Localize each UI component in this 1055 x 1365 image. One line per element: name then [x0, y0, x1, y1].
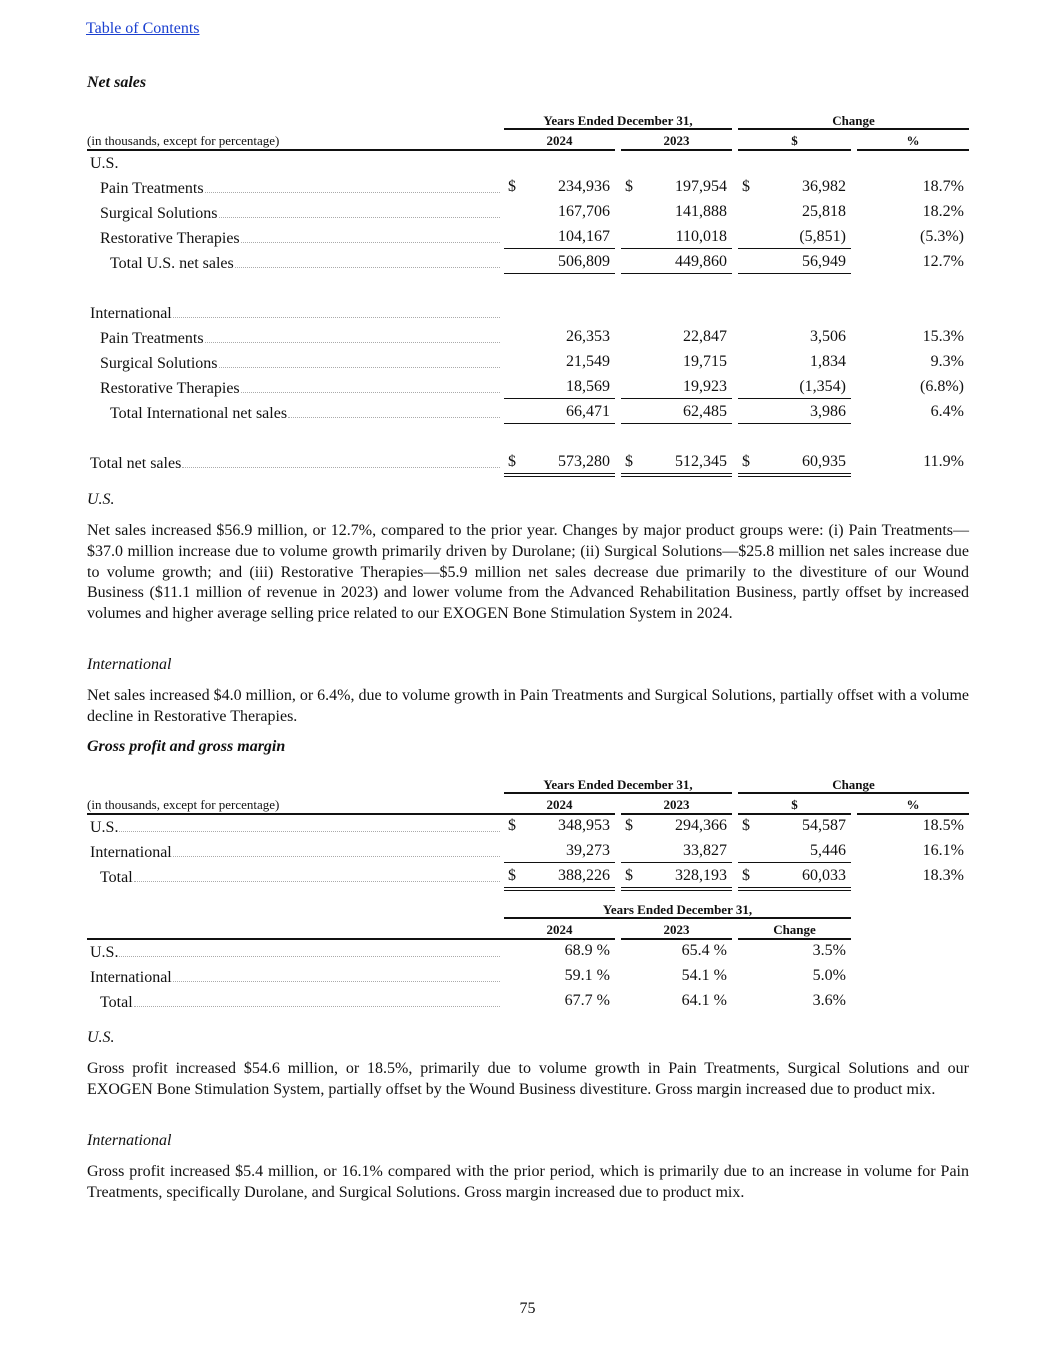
currency-symbol: $	[625, 867, 633, 884]
value-cell	[504, 353, 615, 375]
cell-value: 1,834	[810, 353, 846, 370]
dotted-leader	[134, 881, 500, 882]
value-cell	[621, 942, 732, 964]
cell-value: 9.3%	[930, 353, 964, 370]
row-label: Restorative Therapies	[100, 380, 240, 397]
row-label-cell	[90, 817, 500, 837]
currency-symbol: $	[508, 817, 516, 834]
row-label: Total	[100, 869, 133, 886]
row-label: International	[90, 844, 172, 861]
cell-value: 3.6%	[812, 992, 846, 1009]
cell-value: 104,167	[558, 228, 610, 245]
table-row	[0, 990, 1055, 1015]
row-label: Restorative Therapies	[100, 230, 240, 247]
units-label: (in thousands, except for percentage)	[87, 133, 280, 148]
currency-symbol: $	[742, 178, 750, 195]
gross-profit-heading: Gross profit and gross margin	[87, 738, 286, 755]
value-cell	[621, 178, 732, 200]
single-underline	[738, 248, 851, 249]
row-label: Surgical Solutions	[100, 205, 218, 222]
dotted-leader	[205, 192, 500, 193]
value-cell	[504, 228, 615, 250]
cell-value: 388,226	[558, 867, 610, 884]
currency-symbol: $	[508, 867, 516, 884]
cell-value: 62,485	[683, 403, 727, 420]
currency-symbol: $	[625, 453, 633, 470]
table-row	[0, 301, 1055, 326]
column-header: 2024	[546, 797, 573, 812]
cell-value: 348,953	[558, 817, 610, 834]
row-label-cell	[90, 303, 500, 323]
column-header: %	[906, 133, 920, 148]
value-cell	[738, 817, 851, 839]
row-label-cell	[90, 842, 500, 862]
table-row	[0, 426, 1055, 451]
row-label: Pain Treatments	[100, 180, 204, 197]
row-label-cell	[100, 203, 500, 223]
single-underline	[621, 398, 732, 399]
single-underline	[504, 248, 615, 249]
cell-value: 18.5%	[922, 817, 964, 834]
cell-value: 512,345	[675, 453, 727, 470]
cell-value: 64.1 %	[681, 992, 727, 1009]
dotted-leader	[241, 392, 500, 393]
dotted-leader	[134, 1006, 500, 1007]
dotted-leader	[241, 242, 500, 243]
column-header: 2023	[663, 797, 690, 812]
value-cell	[504, 378, 615, 400]
value-cell	[857, 203, 969, 225]
cell-value: 197,954	[675, 178, 727, 195]
cell-value: 22,847	[683, 328, 727, 345]
value-cell	[504, 817, 615, 839]
cell-value: (6.8%)	[920, 378, 964, 395]
row-label: U.S.	[90, 819, 119, 836]
net-sales-heading: Net sales	[87, 74, 147, 91]
table-row	[0, 815, 1055, 840]
group-header: Years Ended December 31,	[602, 902, 753, 917]
value-cell	[621, 203, 732, 225]
value-cell	[621, 992, 732, 1014]
net-sales-international-heading: International	[87, 656, 172, 673]
row-label-cell	[90, 942, 500, 962]
table-row	[0, 201, 1055, 226]
cell-value: 6.4%	[930, 403, 964, 420]
column-header: 2023	[663, 133, 690, 148]
dotted-leader	[173, 981, 500, 982]
cell-value: 19,715	[683, 353, 727, 370]
cell-value: 67.7 %	[564, 992, 610, 1009]
table-row	[0, 276, 1055, 301]
table-row	[0, 251, 1055, 276]
cell-value: 3,506	[810, 328, 846, 345]
table-row	[0, 840, 1055, 865]
column-header: 2023	[663, 922, 690, 937]
column-header: $	[791, 133, 798, 148]
table-row	[0, 326, 1055, 351]
double-underline	[504, 887, 615, 891]
single-underline	[621, 273, 732, 274]
value-cell	[504, 942, 615, 964]
cell-value: 3,986	[810, 403, 846, 420]
gross-profit-us-heading: U.S.	[87, 1029, 115, 1046]
value-cell	[504, 178, 615, 200]
value-cell	[857, 378, 969, 400]
cell-value: 54,587	[802, 817, 846, 834]
group-header: Change	[832, 777, 875, 792]
row-label-cell	[100, 178, 500, 198]
table-row	[0, 865, 1055, 890]
value-cell	[504, 203, 615, 225]
net-sales-us-heading: U.S.	[87, 491, 115, 508]
cell-value: 19,923	[683, 378, 727, 395]
value-cell	[738, 353, 851, 375]
group-header-rule	[504, 917, 851, 919]
row-label-cell	[100, 992, 500, 1012]
row-label-cell	[110, 253, 500, 273]
cell-value: 18.2%	[922, 203, 964, 220]
cell-value: 39,273	[566, 842, 610, 859]
single-underline	[504, 423, 615, 424]
value-cell	[621, 817, 732, 839]
row-label-cell	[100, 228, 500, 248]
value-cell	[857, 253, 969, 275]
row-label-cell	[100, 378, 500, 398]
group-header: Years Ended December 31,	[543, 113, 693, 128]
cell-value: 21,549	[566, 353, 610, 370]
value-cell	[621, 967, 732, 989]
row-label-cell	[100, 353, 500, 373]
dotted-leader	[173, 856, 500, 857]
dotted-leader	[119, 831, 500, 832]
cell-value: (5,851)	[799, 228, 846, 245]
row-label: Pain Treatments	[100, 330, 204, 347]
cell-value: 54.1 %	[681, 967, 727, 984]
value-cell	[621, 378, 732, 400]
value-cell	[857, 453, 969, 475]
row-label-cell	[90, 453, 500, 473]
dotted-leader	[182, 467, 500, 468]
table-row	[0, 401, 1055, 426]
cell-value: 328,193	[675, 867, 727, 884]
value-cell	[857, 228, 969, 250]
table-row	[0, 451, 1055, 476]
value-cell	[857, 328, 969, 350]
row-label: Total U.S. net sales	[110, 255, 234, 272]
value-cell	[738, 328, 851, 350]
column-header: 2024	[546, 922, 573, 937]
value-cell	[857, 867, 969, 889]
value-cell	[621, 403, 732, 425]
currency-symbol: $	[625, 817, 633, 834]
single-underline	[738, 273, 851, 274]
cell-value: 60,033	[802, 867, 846, 884]
table-of-contents-link[interactable]: Table of Contents	[86, 20, 200, 37]
cell-value: 36,982	[802, 178, 846, 195]
value-cell	[621, 453, 732, 475]
net-sales-international-paragraph: Net sales increased $4.0 million, or 6.4%, due to volume growth in Pain Treatments and Surgical Solutions, partially offset with a volume decline in Restorative Therapies.	[87, 687, 969, 725]
value-cell	[504, 453, 615, 475]
currency-symbol: $	[742, 867, 750, 884]
cell-value: 65.4 %	[681, 942, 727, 959]
value-cell	[857, 842, 969, 864]
row-label-cell	[100, 328, 500, 348]
cell-value: 18.3%	[922, 867, 964, 884]
value-cell	[738, 178, 851, 200]
row-label: International	[90, 305, 172, 322]
value-cell	[738, 842, 851, 864]
value-cell	[738, 942, 851, 964]
value-cell	[504, 842, 615, 864]
cell-value: 167,706	[558, 203, 610, 220]
value-cell	[738, 453, 851, 475]
single-underline	[504, 862, 615, 863]
value-cell	[504, 253, 615, 275]
value-cell	[738, 378, 851, 400]
dotted-leader	[288, 417, 500, 418]
cell-value: 294,366	[675, 817, 727, 834]
single-underline	[738, 862, 851, 863]
gross-profit-international-paragraph: Gross profit increased $5.4 million, or 16.1% compared with the prior period, which is primarily due to an increase in volume for Pain Treatments, specifically Durolane, and Surgical Solutions. Gross margin increased due to product mix.	[87, 1163, 969, 1201]
double-underline	[621, 887, 732, 891]
row-label-cell	[110, 403, 500, 423]
single-underline	[621, 248, 732, 249]
value-cell	[738, 967, 851, 989]
single-underline	[504, 273, 615, 274]
table-row	[0, 965, 1055, 990]
cell-value: (1,354)	[799, 378, 846, 395]
cell-value: 59.1 %	[564, 967, 610, 984]
group-header-rule	[504, 128, 732, 130]
table-row	[0, 940, 1055, 965]
column-header: Change	[773, 922, 816, 937]
value-cell	[857, 353, 969, 375]
cell-value: 18.7%	[922, 178, 964, 195]
cell-value: 25,818	[802, 203, 846, 220]
value-cell	[738, 992, 851, 1014]
row-label-cell	[90, 153, 500, 173]
value-cell	[621, 253, 732, 275]
table-row	[0, 151, 1055, 176]
value-cell	[857, 178, 969, 200]
value-cell	[738, 203, 851, 225]
value-cell	[621, 328, 732, 350]
cell-value: (5.3%)	[920, 228, 964, 245]
row-label: Total	[100, 994, 133, 1011]
gross-profit-international-heading: International	[87, 1132, 172, 1149]
value-cell	[504, 967, 615, 989]
cell-value: 449,860	[675, 253, 727, 270]
net-sales-us-paragraph: Net sales increased $56.9 million, or 12.7%, compared to the prior year. Changes by major product groups were: (i) Pain Treatments—$37.0 million increase due to volume growth primarily driven by Durolane; (ii) Surgical Solutions—$25.8 million net sales increase due to volume growth; and (iii) Restorative Therapies—$5.9 million net sales decrease due primarily to the divestiture of our Wound Business ($11.1 million of revenue in 2023) and lower volume from the Advanced Rehabilitation Business, partly offset by increased volumes and higher average selling price related to our EXOGEN Bone Stimulation System in 2024.	[87, 522, 969, 623]
table-row	[0, 226, 1055, 251]
dotted-leader	[205, 342, 500, 343]
single-underline	[504, 398, 615, 399]
dotted-leader	[219, 367, 501, 368]
row-label: Total International net sales	[110, 405, 288, 422]
dotted-leader	[235, 267, 500, 268]
table-row	[0, 176, 1055, 201]
single-underline	[738, 423, 851, 424]
dotted-leader	[119, 956, 500, 957]
cell-value: 66,471	[566, 403, 610, 420]
table-row	[0, 351, 1055, 376]
value-cell	[857, 817, 969, 839]
column-header: $	[791, 797, 798, 812]
value-cell	[738, 867, 851, 889]
cell-value: 15.3%	[922, 328, 964, 345]
column-header: %	[906, 797, 920, 812]
cell-value: 3.5%	[812, 942, 846, 959]
cell-value: 12.7%	[922, 253, 964, 270]
cell-value: 5,446	[810, 842, 846, 859]
group-header: Change	[832, 113, 875, 128]
double-underline	[738, 473, 851, 477]
gross-profit-us-paragraph: Gross profit increased $54.6 million, or 18.5%, primarily due to volume growth in Pain Treatments, Surgical Solutions and our EXOGEN Bone Stimulation System, partially offset by the Wound Business divestiture. Gross margin increased due to product mix.	[87, 1060, 969, 1098]
double-underline	[504, 473, 615, 477]
double-underline	[621, 473, 732, 477]
cell-value: 506,809	[558, 253, 610, 270]
value-cell	[621, 353, 732, 375]
value-cell	[621, 867, 732, 889]
value-cell	[504, 867, 615, 889]
cell-value: 11.9%	[923, 453, 964, 470]
cell-value: 16.1%	[922, 842, 964, 859]
value-cell	[738, 253, 851, 275]
row-label: Total net sales	[90, 455, 182, 472]
table-row	[0, 376, 1055, 401]
currency-symbol: $	[508, 453, 516, 470]
value-cell	[504, 403, 615, 425]
value-cell	[738, 228, 851, 250]
cell-value: 18,569	[566, 378, 610, 395]
column-header: 2024	[546, 133, 573, 148]
currency-symbol: $	[625, 178, 633, 195]
cell-value: 110,018	[675, 228, 727, 245]
row-label: U.S.	[90, 944, 119, 961]
row-label: International	[90, 969, 172, 986]
value-cell	[504, 328, 615, 350]
value-cell	[621, 842, 732, 864]
currency-symbol: $	[742, 817, 750, 834]
row-label: Surgical Solutions	[100, 355, 218, 372]
row-label: U.S.	[90, 155, 119, 172]
group-header-rule	[738, 792, 969, 794]
single-underline	[621, 862, 732, 863]
cell-value: 141,888	[675, 203, 727, 220]
currency-symbol: $	[508, 178, 516, 195]
row-label-cell	[100, 867, 500, 887]
group-header-rule	[738, 128, 969, 130]
group-header-rule	[504, 792, 732, 794]
units-label: (in thousands, except for percentage)	[87, 797, 280, 812]
single-underline	[738, 398, 851, 399]
currency-symbol: $	[742, 453, 750, 470]
cell-value: 60,935	[802, 453, 846, 470]
page-number: 75	[519, 1300, 536, 1317]
double-underline	[738, 887, 851, 891]
cell-value: 5.0%	[812, 967, 846, 984]
row-label-cell	[90, 967, 500, 987]
value-cell	[621, 228, 732, 250]
cell-value: 573,280	[558, 453, 610, 470]
value-cell	[738, 403, 851, 425]
single-underline	[621, 423, 732, 424]
cell-value: 56,949	[802, 253, 846, 270]
cell-value: 68.9 %	[564, 942, 610, 959]
value-cell	[504, 992, 615, 1014]
dotted-leader	[219, 217, 501, 218]
cell-value: 26,353	[566, 328, 610, 345]
value-cell	[857, 403, 969, 425]
group-header: Years Ended December 31,	[543, 777, 693, 792]
cell-value: 234,936	[558, 178, 610, 195]
cell-value: 33,827	[683, 842, 727, 859]
dotted-leader	[173, 317, 500, 318]
